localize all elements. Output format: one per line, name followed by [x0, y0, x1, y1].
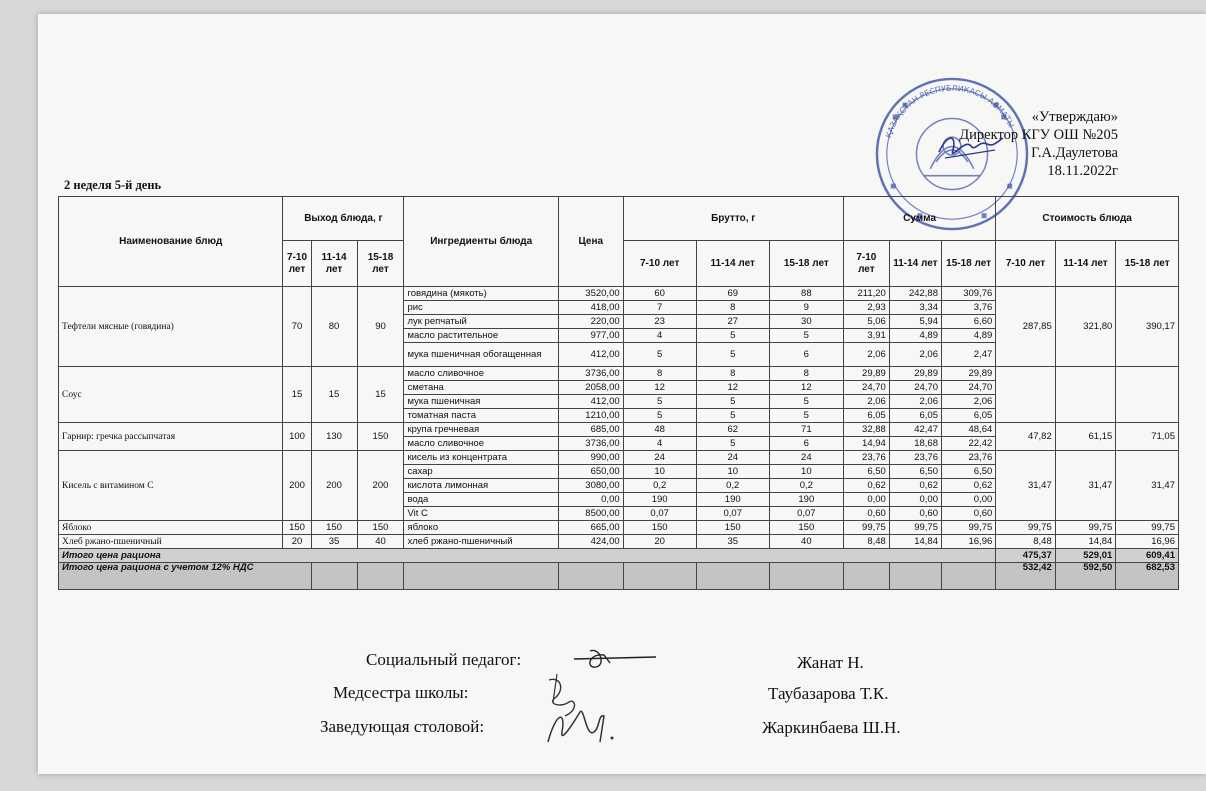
brutto-value: 5 [623, 343, 696, 367]
sum-value: 6,05 [942, 409, 996, 423]
header-age: 15-18 лет [1116, 241, 1179, 287]
ingredient-name: Vit C [404, 507, 558, 521]
sum-value: 16,96 [942, 535, 996, 549]
dish-cost: 321,80 [1055, 287, 1116, 367]
brutto-value: 0,07 [769, 507, 843, 521]
dish-output: 150 [311, 521, 357, 535]
ingredient-price: 990,00 [558, 451, 623, 465]
header-age: 11-14 лет [311, 241, 357, 287]
header-cost: Стоимость блюда [996, 197, 1179, 241]
sum-value: 5,06 [843, 315, 889, 329]
sum-value: 6,50 [942, 465, 996, 479]
brutto-value: 0,2 [623, 479, 696, 493]
ingredient-name: лук репчатый [404, 315, 558, 329]
brutto-value: 24 [623, 451, 696, 465]
header-age: 7-10 лет [623, 241, 696, 287]
sum-value: 24,70 [843, 381, 889, 395]
brutto-value: 27 [696, 315, 769, 329]
brutto-value: 5 [696, 409, 769, 423]
stamp-text: ҚАЗАҚСТАН РЕСПУБЛИКАСЫ АЛМАТЫ [884, 83, 1017, 139]
brutto-value: 0,2 [696, 479, 769, 493]
brutto-value: 69 [696, 287, 769, 301]
sum-value: 0,62 [942, 479, 996, 493]
brutto-value: 5 [696, 437, 769, 451]
signature-role: Социальный педагог: [366, 650, 522, 669]
sum-value: 309,76 [942, 287, 996, 301]
brutto-value: 48 [623, 423, 696, 437]
sum-value: 4,89 [942, 329, 996, 343]
sum-value: 0,62 [889, 479, 941, 493]
brutto-value: 10 [769, 465, 843, 479]
brutto-value: 88 [769, 287, 843, 301]
approval-date: 18.11.2022г [1047, 163, 1118, 179]
brutto-value: 30 [769, 315, 843, 329]
brutto-value: 5 [623, 409, 696, 423]
brutto-value: 150 [696, 521, 769, 535]
header-age: 15-18 лет [357, 241, 404, 287]
brutto-value: 35 [696, 535, 769, 549]
brutto-value: 8 [623, 367, 696, 381]
brutto-value: 8 [769, 367, 843, 381]
brutto-value: 62 [696, 423, 769, 437]
header-output: Выход блюда, г [283, 197, 404, 241]
brutto-value: 10 [696, 465, 769, 479]
brutto-value: 5 [769, 329, 843, 343]
brutto-value: 12 [623, 381, 696, 395]
total-ration-label: Итого цена рациона [59, 549, 996, 563]
header-name: Наименование блюд [59, 197, 283, 287]
sum-value: 3,76 [942, 301, 996, 315]
brutto-value: 6 [769, 343, 843, 367]
sum-value: 0,00 [889, 493, 941, 507]
ingredient-name: хлеб ржано-пшеничный [404, 535, 558, 549]
sum-value: 24,70 [942, 381, 996, 395]
sum-value: 0,60 [942, 507, 996, 521]
sum-value: 0,60 [889, 507, 941, 521]
sum-value: 242,88 [889, 287, 941, 301]
sum-value: 99,75 [843, 521, 889, 535]
sum-value: 23,76 [843, 451, 889, 465]
ingredient-price: 3080,00 [558, 479, 623, 493]
brutto-value: 8 [696, 367, 769, 381]
dish-cost: 47,82 [996, 423, 1055, 451]
ingredient-name: масло сливочное [404, 437, 558, 451]
ingredient-price: 0,00 [558, 493, 623, 507]
dish-output: 100 [283, 423, 311, 451]
brutto-value: 190 [769, 493, 843, 507]
ingredient-price: 412,00 [558, 343, 623, 367]
ingredient-name: крупа гречневая [404, 423, 558, 437]
brutto-value: 7 [623, 301, 696, 315]
dish-cost: 16,96 [1116, 535, 1179, 549]
header-age: 11-14 лет [889, 241, 941, 287]
dish-output: 150 [357, 423, 404, 451]
ingredient-price: 8500,00 [558, 507, 623, 521]
ingredient-price: 1210,00 [558, 409, 623, 423]
sum-value: 2,06 [942, 395, 996, 409]
dish-output: 20 [283, 535, 311, 549]
brutto-value: 10 [623, 465, 696, 479]
ingredient-price: 418,00 [558, 301, 623, 315]
brutto-value: 5 [623, 395, 696, 409]
sum-value: 0,62 [843, 479, 889, 493]
brutto-value: 4 [623, 437, 696, 451]
sum-value: 24,70 [889, 381, 941, 395]
total-ration-value: 475,37 [996, 549, 1055, 563]
dish-cost: 31,47 [1055, 451, 1116, 521]
sum-value: 6,60 [942, 315, 996, 329]
ingredient-name: кислота лимонная [404, 479, 558, 493]
brutto-value: 9 [769, 301, 843, 315]
sum-value: 48,64 [942, 423, 996, 437]
approval-position: Директор КГУ ОШ №205 [959, 127, 1118, 143]
dish-output: 200 [283, 451, 311, 521]
sum-value: 6,50 [843, 465, 889, 479]
ingredient-price: 424,00 [558, 535, 623, 549]
sum-value: 14,94 [843, 437, 889, 451]
total-vat-value: 532,42 [996, 563, 1055, 590]
ingredient-price: 3736,00 [558, 437, 623, 451]
ingredient-price: 2058,00 [558, 381, 623, 395]
ingredient-name: сахар [404, 465, 558, 479]
dish-cost: 8,48 [996, 535, 1055, 549]
signature-name: Жанат Н. [797, 653, 864, 672]
ingredient-name: мука пшеничная [404, 395, 558, 409]
header-age: 15-18 лет [942, 241, 996, 287]
signature-name: Жаркинбаева Ш.Н. [762, 718, 901, 737]
header-sum: Сумма [843, 197, 995, 241]
brutto-value: 5 [769, 409, 843, 423]
header-age: 15-18 лет [769, 241, 843, 287]
dish-name: Соус [59, 367, 283, 423]
sum-value: 2,06 [843, 395, 889, 409]
brutto-value: 24 [696, 451, 769, 465]
sum-value: 4,89 [889, 329, 941, 343]
sum-value: 23,76 [942, 451, 996, 465]
brutto-value: 0,07 [623, 507, 696, 521]
header-age: 11-14 лет [696, 241, 769, 287]
brutto-value: 6 [769, 437, 843, 451]
sum-value: 32,88 [843, 423, 889, 437]
dish-output: 35 [311, 535, 357, 549]
dish-name: Гарнир: гречка рассыпчатая [59, 423, 283, 451]
social-pedagog-signature [570, 645, 660, 673]
ingredient-price: 220,00 [558, 315, 623, 329]
total-vat-value: 592,50 [1055, 563, 1116, 590]
sum-value: 99,75 [889, 521, 941, 535]
dish-name: Тефтели мясные (говядина) [59, 287, 283, 367]
sum-value: 6,05 [889, 409, 941, 423]
dish-cost: 61,15 [1055, 423, 1116, 451]
sum-value: 211,20 [843, 287, 889, 301]
canteen-head-signature [540, 702, 620, 750]
brutto-value: 5 [769, 395, 843, 409]
approval-name: Г.А.Даулетова [1031, 145, 1118, 161]
dish-cost: 287,85 [996, 287, 1055, 367]
sum-value: 2,06 [843, 343, 889, 367]
ingredient-price: 685,00 [558, 423, 623, 437]
ingredient-name: говядина (мякоть) [404, 287, 558, 301]
sum-value: 5,94 [889, 315, 941, 329]
dish-output: 80 [311, 287, 357, 367]
brutto-value: 24 [769, 451, 843, 465]
brutto-value: 0,07 [696, 507, 769, 521]
total-ration-value: 529,01 [1055, 549, 1116, 563]
sum-value: 29,89 [889, 367, 941, 381]
sum-value: 14,84 [889, 535, 941, 549]
signature-name: Таубазарова Т.К. [768, 684, 889, 703]
brutto-value: 60 [623, 287, 696, 301]
sum-value: 3,91 [843, 329, 889, 343]
brutto-value: 190 [696, 493, 769, 507]
ingredient-name: сметана [404, 381, 558, 395]
dish-output: 15 [357, 367, 404, 423]
ingredient-price: 412,00 [558, 395, 623, 409]
ingredient-name: мука пшеничная обогащенная [404, 343, 558, 367]
sum-value: 23,76 [889, 451, 941, 465]
dish-cost: 31,47 [1116, 451, 1179, 521]
ingredient-price: 3736,00 [558, 367, 623, 381]
total-vat-label: Итого цена рациона с учетом 12% НДС [59, 563, 312, 590]
dish-cost: 390,17 [1116, 287, 1179, 367]
sum-value: 18,68 [889, 437, 941, 451]
ingredient-price: 977,00 [558, 329, 623, 343]
week-day-title: 2 неделя 5-й день [64, 178, 162, 192]
brutto-value: 190 [623, 493, 696, 507]
sum-value: 29,89 [843, 367, 889, 381]
brutto-value: 4 [623, 329, 696, 343]
sum-value: 0,00 [843, 493, 889, 507]
ingredient-price: 3520,00 [558, 287, 623, 301]
brutto-value: 71 [769, 423, 843, 437]
sum-value: 99,75 [942, 521, 996, 535]
sum-value: 6,05 [843, 409, 889, 423]
ingredient-name: рис [404, 301, 558, 315]
brutto-value: 0,2 [769, 479, 843, 493]
dish-output: 150 [357, 521, 404, 535]
header-brutto: Брутто, г [623, 197, 843, 241]
sum-value: 2,93 [843, 301, 889, 315]
dish-output: 150 [283, 521, 311, 535]
brutto-value: 12 [696, 381, 769, 395]
sum-value: 22,42 [942, 437, 996, 451]
header-ingredients: Ингредиенты блюда [404, 197, 558, 287]
brutto-value: 150 [769, 521, 843, 535]
brutto-value: 5 [696, 395, 769, 409]
header-price: Цена [558, 197, 623, 287]
dish-cost: 31,47 [996, 451, 1055, 521]
sum-value: 42,47 [889, 423, 941, 437]
dish-cost: 99,75 [1055, 521, 1116, 535]
header-age: 11-14 лет [1055, 241, 1116, 287]
dish-name: Хлеб ржано-пшеничный [59, 535, 283, 549]
dish-output: 130 [311, 423, 357, 451]
dish-output: 15 [283, 367, 311, 423]
ingredient-name: кисель из концентрата [404, 451, 558, 465]
dish-cost: 71,05 [1116, 423, 1179, 451]
dish-cost: 99,75 [996, 521, 1055, 535]
dish-output: 200 [357, 451, 404, 521]
brutto-value: 5 [696, 329, 769, 343]
sum-value: 2,06 [889, 395, 941, 409]
total-ration-value: 609,41 [1116, 549, 1179, 563]
approval-title: «Утверждаю» [1031, 109, 1118, 125]
dish-output: 200 [311, 451, 357, 521]
brutto-value: 5 [696, 343, 769, 367]
dish-cost: 99,75 [1116, 521, 1179, 535]
ingredient-price: 650,00 [558, 465, 623, 479]
ingredient-name: вода [404, 493, 558, 507]
sum-value: 2,06 [889, 343, 941, 367]
brutto-value: 40 [769, 535, 843, 549]
ingredient-name: томатная паста [404, 409, 558, 423]
sum-value: 2,47 [942, 343, 996, 367]
sum-value: 3,34 [889, 301, 941, 315]
dish-output: 90 [357, 287, 404, 367]
brutto-value: 20 [623, 535, 696, 549]
ingredient-price: 665,00 [558, 521, 623, 535]
dish-cost: 14,84 [1055, 535, 1116, 549]
dish-name: Кисель с витамином С [59, 451, 283, 521]
sum-value: 6,50 [889, 465, 941, 479]
brutto-value: 8 [696, 301, 769, 315]
ingredient-name: масло сливочное [404, 367, 558, 381]
brutto-value: 150 [623, 521, 696, 535]
dish-output: 70 [283, 287, 311, 367]
dish-output: 40 [357, 535, 404, 549]
total-vat-value: 682,53 [1116, 563, 1179, 590]
ingredient-name: яблоко [404, 521, 558, 535]
header-age: 7-10 лет [996, 241, 1055, 287]
signature-role: Заведующая столовой: [320, 717, 485, 736]
brutto-value: 23 [623, 315, 696, 329]
signature-role: Медсестра школы: [333, 683, 469, 702]
sum-value: 29,89 [942, 367, 996, 381]
sum-value: 0,00 [942, 493, 996, 507]
dish-output: 15 [311, 367, 357, 423]
ingredient-name: масло растительное [404, 329, 558, 343]
header-age: 7-10 лет [283, 241, 311, 287]
sum-value: 0,60 [843, 507, 889, 521]
sum-value: 8,48 [843, 535, 889, 549]
header-age: 7-10 лет [843, 241, 889, 287]
dish-name: Яблоко [59, 521, 283, 535]
brutto-value: 12 [769, 381, 843, 395]
